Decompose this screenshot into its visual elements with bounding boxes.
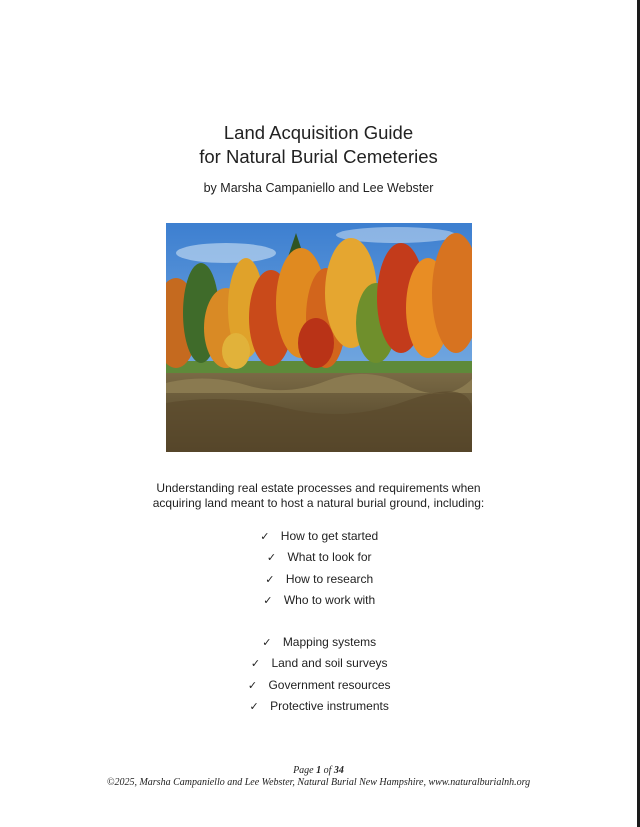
page-footer — [0, 765, 637, 789]
copyright-line: ©2025, Marsha Campaniello and Lee Webster, Natural Burial New Hampshire, www.naturalburialnh.org — [106, 777, 531, 788]
document-title — [0, 121, 637, 169]
list-item: ✓ Protective instruments — [0, 696, 637, 717]
list-item: ✓ What to look for — [0, 547, 637, 568]
check-icon: ✓ — [260, 530, 270, 543]
check-icon: ✓ — [263, 593, 273, 607]
check-icon: ✓ — [266, 551, 277, 565]
topics-list-1 — [0, 526, 637, 611]
check-icon: ✓ — [265, 572, 275, 586]
list-item: ✓ Government resources — [0, 675, 637, 696]
list-item: ✓ How to get started — [0, 526, 637, 547]
check-icon: ✓ — [250, 657, 261, 671]
title-line-1: Land Acquisition Guide — [223, 122, 414, 143]
check-icon: ✓ — [249, 699, 259, 713]
list-item: ✓ How to research — [0, 569, 637, 590]
intro-line-1: Understanding real estate processes and requirements when — [156, 481, 481, 495]
list-item: ✓ Mapping systems — [0, 632, 637, 653]
check-icon: ✓ — [262, 636, 272, 649]
intro-text — [0, 481, 637, 511]
title-line-2: for Natural Burial Cemeteries — [199, 146, 438, 167]
list-item: ✓ Who to work with — [0, 590, 637, 611]
intro-line-2: acquiring land meant to host a natural burial ground, including: — [152, 496, 485, 510]
check-icon: ✓ — [247, 678, 258, 692]
topics-list-2 — [0, 632, 637, 717]
list-item: ✓ Land and soil surveys — [0, 653, 637, 674]
byline: by Marsha Campaniello and Lee Webster — [203, 181, 434, 195]
cover-photo — [166, 223, 472, 452]
page-number: Page 1 of 34 — [293, 765, 344, 776]
